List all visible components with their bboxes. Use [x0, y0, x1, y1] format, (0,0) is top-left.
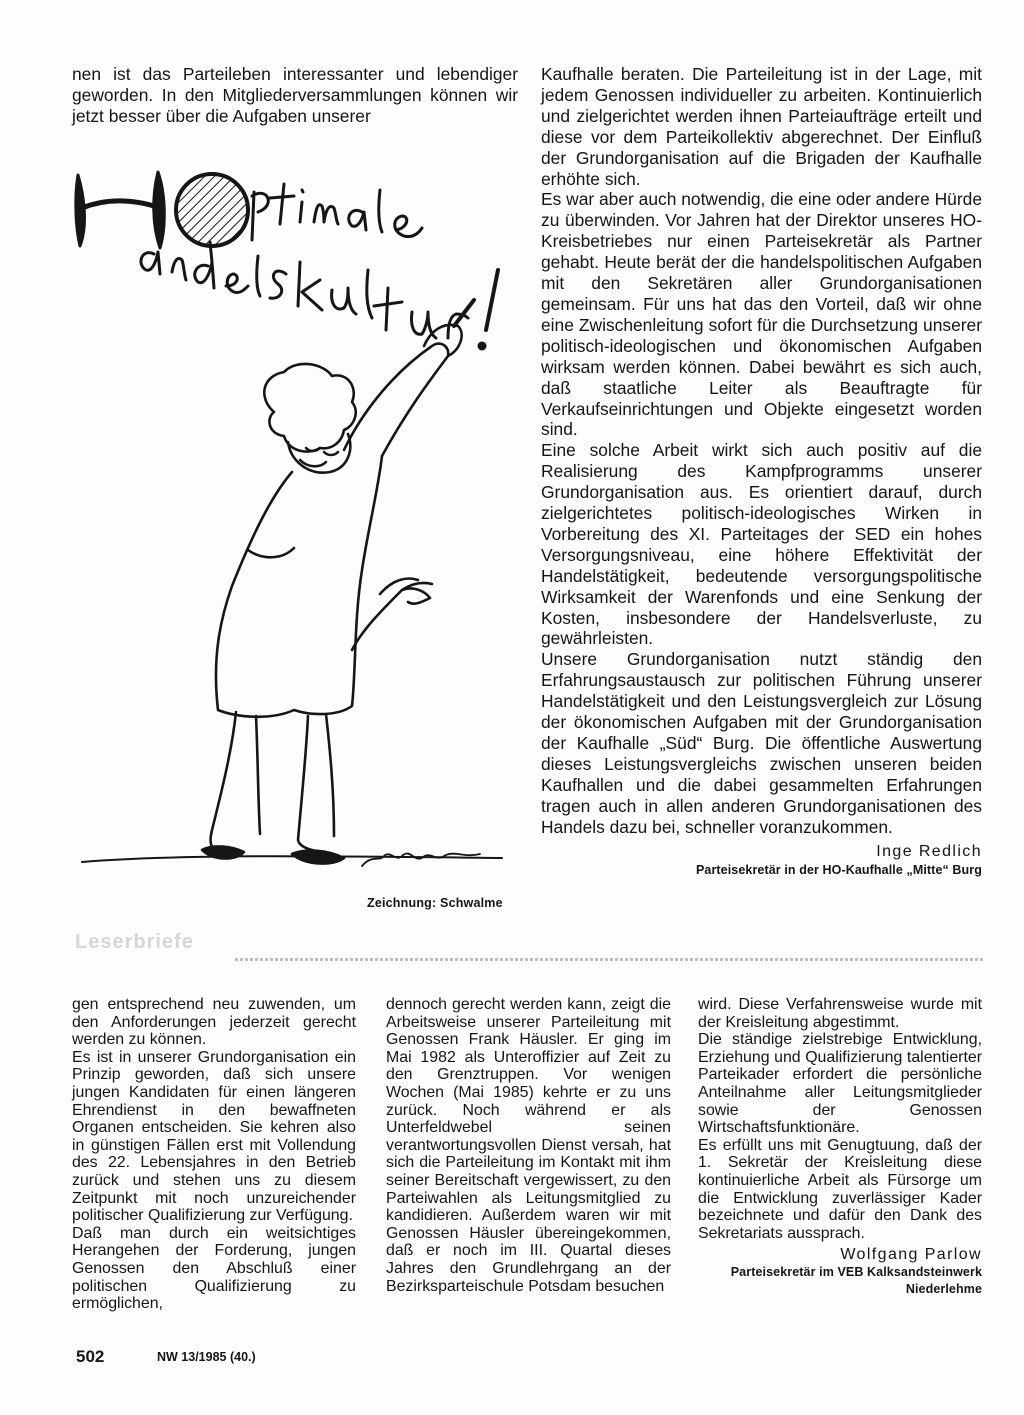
paragraph: gen entsprechend neu zuwenden, um den Anforderungen jederzeit gerecht werden zu können.	[72, 996, 356, 1049]
paragraph: Kaufhalle beraten. Die Parteileitung ist in der Lage, mit jedem Genossen individueller zu arbeiten. Kontinuierlich und zielgerichtet werden ihnen Parteiaufträge erteilt und diese vor dem Parteikollektiv abgerechnet. Der Einfluß der Grundorganisation auf die Brigaden der Kaufhalle erhöhte sich.	[541, 64, 982, 189]
paragraph: Die ständige zielstrebige Entwicklung, Erziehung und Qualifizierung talentierter Parteikader erfordert die persönliche Anteilnahme aller Leitungsmitglieder sowie der Genossen Wirtschaftsfunktionäre.	[698, 1031, 982, 1137]
paragraph: Es ist in unserer Grundorganisation ein Prinzip geworden, daß sich unsere jungen Kandidaten für einen längeren Ehrendienst in den bewaffneten Organen entscheiden. Sie kehren also in günstigen Fällen erst mit Vollendung des 22. Lebensjahres in den Betrieb zurück und stehen uns zu diesem Zeitpunkt mit noch unzureichender politischer Qualifizierung zur Verfügung.	[72, 1048, 356, 1225]
page-number: 502	[76, 1347, 105, 1366]
paragraph: Unsere Grundorganisation nutzt ständig den Erfahrungsaustausch zur politischen Führung unserer Handelstätigkeit und den Leistungsvergleich zur Lösung der ökonomischen Aufgaben mit der Grundorganisation der Kaufhalle „Süd“ Burg. Die öffentliche Auswertung dieses Leistungsvergleichs zwischen unseren beiden Kaufhallen und die dabei gesammelten Erfahrungen tragen auch in allen anderen Grundorganisationen des Handels dazu bei, schneller voranzukommen.	[541, 649, 982, 837]
paragraph: Es erfüllt uns mit Genugtuung, daß der 1. Sekretär der Kreisleitung diese kontinuierliche Arbeit als Fürsorge um die Entwicklung zuverlässiger Kader bezeichnete und dafür den Dank des Sekretariats aussprach.	[698, 1136, 982, 1242]
illustration-caption: Zeichnung: Schwalme	[367, 896, 503, 910]
issue-label: NW 13/1985 (40.)	[157, 1350, 256, 1364]
paragraph: nen ist das Parteileben interessanter und lebendiger geworden. In den Mitgliederversammlungen können wir jetzt besser über die Aufgaben unserer	[72, 64, 518, 126]
paragraph: Daß man durch ein weitsichtiges Herangehen der Forderung, jungen Genossen den Abschluß einer politischen Qualifizierung zu ermöglichen,	[72, 1224, 356, 1313]
paragraph: wird. Diese Verfahrensweise wurde mit der Kreisleitung abgestimmt.	[698, 996, 982, 1031]
letter-author-role	[698, 1264, 982, 1298]
author-name: Inge Redlich	[876, 842, 982, 860]
article-top-left-column	[72, 64, 518, 127]
paragraph: dennoch gerecht werden kann, zeigt die Arbeitsweise unserer Parteileitung mit Genossen Frank Häusler. Er ging im Mai 1982 als Unteroffizier auf Zeit zu den Grenztruppen. Vor wenigen Wochen (Mai 1985) kehrte er zu uns zurück. Noch während er als Unterfeldwebel seinen verantwortungsvollen Dienst versah, hat sich die Parteileitung im Kontakt mit ihm seiner Bereitschaft vergewissert, zu den Parteiwahlen als Leitungsmitglied zu kandidieren. Außerdem waren wir mit Genossen Häusler übereingekommen, daß er noch im III. Quartal dieses Jahres den Grundlehrgang an der Bezirksparteischule Potsdam besuchen	[386, 996, 671, 1295]
cartoon-illustration	[62, 150, 524, 880]
artist-signature-drawing	[362, 853, 480, 866]
author-role: Parteisekretär in der HO-Kaufhalle „Mitte“ Burg	[695, 863, 982, 878]
section-label: Leserbriefe	[75, 931, 194, 953]
letter-author-role-line2: Niederlehme	[905, 1281, 982, 1296]
lettering-ptimale	[252, 184, 422, 240]
letter-author-role-line1: Parteisekretär im VEB Kalksandsteinwerk	[730, 1264, 982, 1279]
article-top-right-column	[541, 64, 982, 879]
paragraph: Es war aber auch notwendig, die eine oder andere Hürde zu überwinden. Vor Jahren hat der Direktor unseres HO-Kreisbetriebes nur einen Parteisekretär als Partner gehabt. Heute berät der die handelspolitischen Aufgaben mit den Sekretären aller Grundorganisationen gemeinsam. Für uns hat das den Vorteil, daß wir ohne eine Zwischenleitung sofort für die Durchsetzung unserer politisch-ideologischen und ökonomischen Aufgaben wirksam werden können. Dabei bewährt es sich auch, daß staatliche Leiter als Beauftragte für Verkaufseinrichtungen und Objekte eingesetzt worden sind.	[541, 189, 982, 440]
lettering-andelskultur	[141, 242, 498, 349]
letter-column-3	[698, 996, 982, 1298]
section-divider	[235, 958, 983, 961]
letter-h-drawing	[76, 172, 164, 248]
woman-figure-drawing	[202, 300, 474, 864]
section-header	[75, 931, 983, 961]
letter-author-name: Wolfgang Parlow	[840, 1246, 982, 1264]
letter-column-2	[386, 996, 671, 1295]
letter-column-1	[72, 996, 356, 1313]
paragraph: Eine solche Arbeit wirkt sich auch positiv auf die Realisierung des Kampfprogramms unserer Grundorganisation aus. Es orientiert darauf, durch zielgerichtetes politisch-ideologisches Wirken in Vorbereitung des XI. Parteitages der SED ein hohes Versorgungsniveau, eine höhere Effektivität der Handelstätigkeit, bedeutende versorgungspolitische Wirksamkeit der Warenfonds und eine Senkung der Kosten, insbesondere der Handelsverluste, zu gewährleisten.	[541, 440, 982, 649]
hatched-o-drawing	[176, 174, 248, 246]
